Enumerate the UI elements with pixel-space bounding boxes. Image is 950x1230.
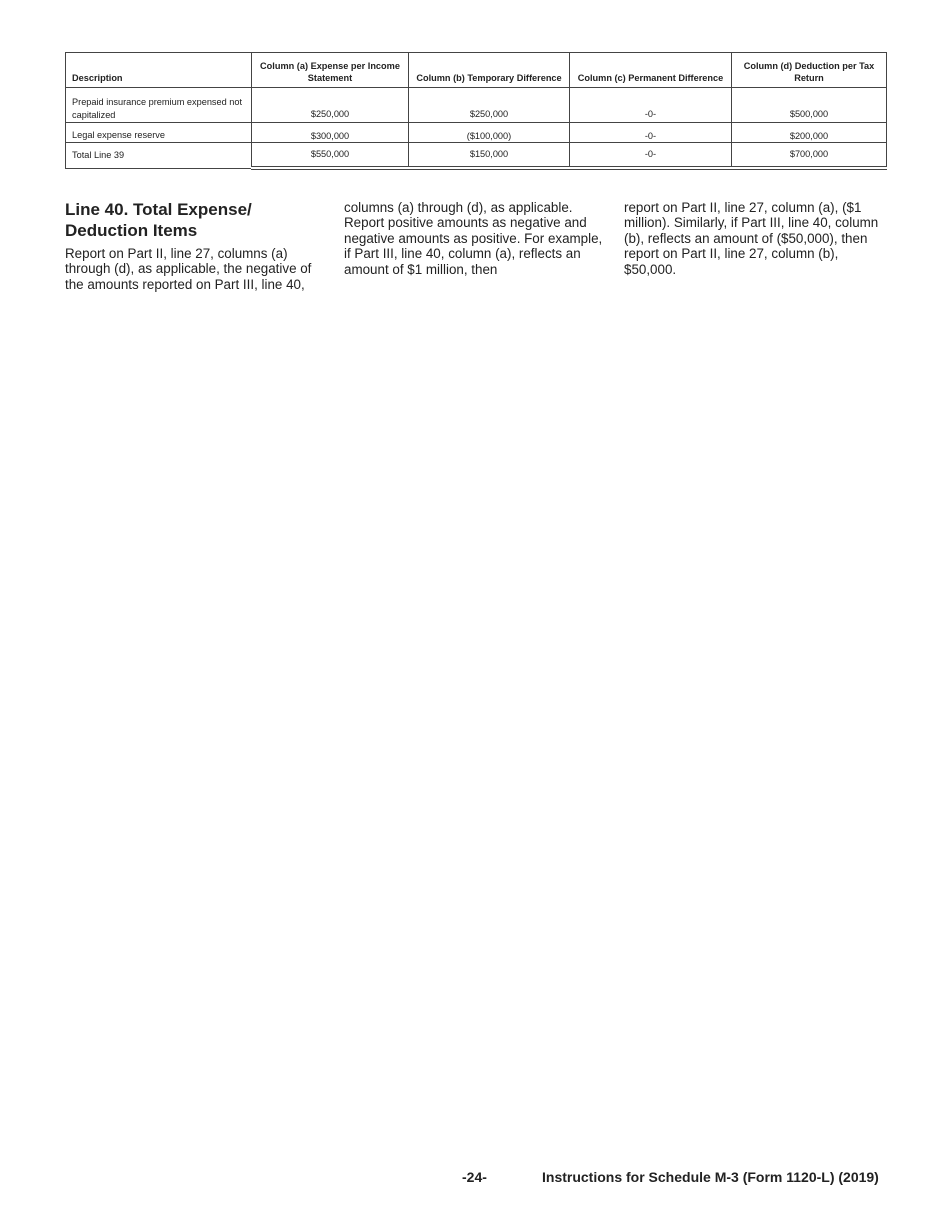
example-table (65, 52, 887, 170)
row-column-a: $550,000 (252, 143, 409, 169)
row-column-c: -0- (570, 88, 732, 123)
text-column-3 (624, 200, 886, 277)
section-heading: Line 40. Total Expense/ Deduction Items (65, 200, 252, 240)
row-column-a: $300,000 (252, 123, 409, 143)
row-column-c: -0- (570, 123, 732, 143)
text-column-2 (344, 200, 606, 277)
footer-title: Instructions for Schedule M-3 (Form 1120-L) (2019) (542, 1169, 879, 1185)
row-column-b: ($100,000) (409, 123, 570, 143)
row-column-a: $250,000 (252, 88, 409, 123)
row-column-d: $700,000 (732, 143, 887, 169)
header-column-d: Column (d) Deduction per Tax Return (732, 53, 887, 88)
text-column-1 (65, 199, 323, 292)
table-row (66, 88, 887, 123)
row-column-c: -0- (570, 143, 732, 169)
header-column-b: Column (b) Temporary Difference (409, 53, 570, 88)
table-row (66, 123, 887, 143)
section-paragraph-part-3: report on Part II, line 27, column (a), ($1 million). Similarly, if Part III, line 40, column (b), reflects an amount of ($50,000), then report on Part II, line 27, column (b), $50,000. (624, 200, 879, 277)
row-column-b: $250,000 (409, 88, 570, 123)
row-description: Total Line 39 (66, 143, 252, 169)
row-column-d: $500,000 (732, 88, 887, 123)
row-column-b: $150,000 (409, 143, 570, 169)
section-paragraph-part-2: columns (a) through (d), as applicable. Report positive amounts as negative and negative amounts as positive. For example, if Part III, line 40, column (a), reflects an amount of $1 million, then (344, 200, 603, 277)
header-description: Description (66, 53, 252, 88)
table-header-row (66, 53, 887, 88)
page-number: -24- (462, 1169, 487, 1185)
row-description: Prepaid insurance premium expensed not capitalized (66, 88, 252, 123)
header-column-c: Column (c) Permanent Difference (570, 53, 732, 88)
row-description: Legal expense reserve (66, 123, 252, 143)
header-column-a: Column (a) Expense per Income Statement (252, 53, 409, 88)
section-paragraph-part-1: Report on Part II, line 27, columns (a) through (d), as applicable, the negative of the amounts reported on Part III, line 40, (65, 246, 312, 292)
row-column-d: $200,000 (732, 123, 887, 143)
table-total-row (66, 143, 887, 169)
